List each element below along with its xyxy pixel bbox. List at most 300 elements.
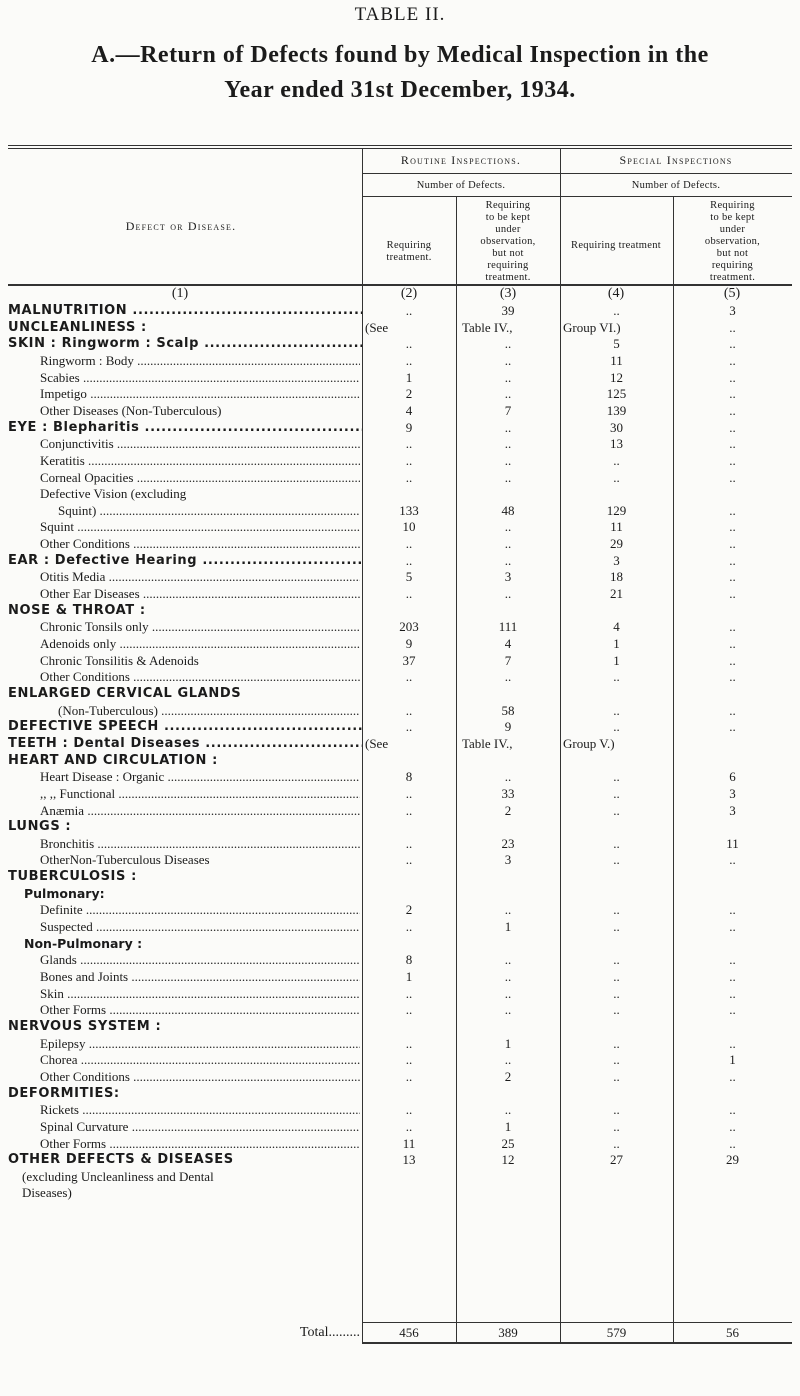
cell-c3: 33 — [501, 786, 515, 801]
cell-c5: .. — [729, 586, 736, 601]
row-label — [8, 753, 362, 768]
cell-c2: .. — [405, 1036, 413, 1051]
cell-c3: .. — [504, 586, 512, 601]
cell-c2: 4 — [405, 403, 413, 418]
cell-c4: .. — [613, 453, 620, 468]
cell-c5: .. — [729, 619, 736, 634]
cell-c2: .. — [405, 719, 413, 734]
row-label — [40, 470, 360, 486]
row-label-text: Other Conditions — [40, 1069, 130, 1084]
cell-c5: .. — [729, 1036, 736, 1051]
leader-dots — [158, 703, 360, 718]
cell-c2: .. — [405, 536, 413, 551]
row-label-text: Rickets — [40, 1102, 79, 1117]
cell-c4: 4 — [613, 619, 620, 634]
cell-c4: .. — [613, 470, 620, 485]
cell-c2: 1 — [405, 969, 413, 984]
row-label — [40, 919, 360, 935]
row-label — [40, 952, 360, 968]
row-label-text: Suspected — [40, 919, 93, 934]
cell-c5: .. — [729, 902, 736, 917]
cross-reference-see-table: Table IV., — [462, 320, 513, 335]
cell-c4: .. — [613, 769, 620, 784]
leader-dots — [127, 303, 362, 318]
row-label-text: Bones and Joints — [40, 969, 129, 984]
row-label-text: OTHER DEFECTS & DISEASES — [8, 1152, 234, 1167]
cell-c4: 11 — [610, 353, 623, 368]
leader-dots — [78, 1052, 360, 1067]
row-label-text: MALNUTRITION — [8, 303, 128, 318]
cell-c4: .. — [613, 303, 620, 318]
total-routine-observation: 389 — [498, 1325, 518, 1340]
row-label — [8, 553, 362, 568]
row-label-text: SKIN : Ringworm : Scalp — [8, 336, 199, 351]
leader-dots — [77, 952, 360, 967]
cell-c2: .. — [405, 453, 413, 468]
cell-c5: .. — [729, 1136, 736, 1151]
cell-c2: .. — [405, 786, 413, 801]
row-label — [40, 969, 360, 985]
cell-c4: .. — [613, 1002, 620, 1017]
cell-c3: .. — [504, 769, 512, 784]
cell-c5: 6 — [729, 769, 736, 784]
cell-c4: .. — [613, 986, 620, 1001]
cell-c4: 5 — [613, 336, 620, 351]
row-label — [58, 703, 360, 719]
cell-c5: 29 — [726, 1152, 739, 1167]
cell-c3: 7 — [504, 653, 512, 668]
cell-c4: 18 — [610, 569, 623, 584]
row-label — [40, 1136, 360, 1152]
row-label-text: Adenoids only — [40, 636, 117, 651]
row-label — [40, 1002, 360, 1018]
cell-c2: .. — [405, 1002, 413, 1017]
cell-c4: .. — [613, 969, 620, 984]
cell-c5: 1 — [729, 1052, 736, 1067]
table-heading-line-2: Year ended 31st December, 1934. — [224, 77, 576, 103]
row-label — [40, 353, 360, 369]
row-label-text: EAR : Defective Hearing — [8, 553, 198, 568]
cell-c5: .. — [729, 669, 736, 684]
cell-c2: .. — [405, 919, 413, 934]
cell-c3: 9 — [504, 719, 512, 734]
cell-c2: .. — [405, 986, 413, 1001]
cell-c4: .. — [613, 919, 620, 934]
row-label — [8, 736, 362, 751]
cell-c5: .. — [729, 952, 736, 967]
row-label-text: Spinal Curvature — [40, 1119, 129, 1134]
cell-c4: .. — [613, 1052, 620, 1067]
header-defect-or-disease: Defect or Disease. — [125, 219, 237, 233]
cell-c3: .. — [504, 336, 512, 351]
cell-c2: 1 — [405, 370, 413, 385]
row-label — [40, 769, 360, 785]
row-label-text: UNCLEANLINESS : — [8, 320, 147, 335]
leader-dots — [130, 536, 360, 551]
row-label — [8, 819, 362, 834]
cell-c2: .. — [405, 353, 413, 368]
row-label-text: ,, ,, Functional — [40, 786, 116, 801]
table-top-rule-double — [8, 148, 792, 149]
cell-c5: .. — [729, 336, 736, 351]
row-label — [40, 902, 360, 918]
leader-dots — [115, 786, 360, 801]
cell-c4: .. — [613, 1036, 620, 1051]
leader-dots — [85, 453, 360, 468]
leader-dots — [139, 420, 362, 435]
row-label — [8, 719, 362, 734]
row-label-text: TUBERCULOSIS : — [8, 869, 137, 884]
cell-c3: .. — [504, 519, 512, 534]
cell-c5: .. — [729, 969, 736, 984]
cell-c2: 203 — [399, 619, 419, 634]
leader-dots — [87, 386, 360, 401]
leader-dots — [134, 353, 360, 368]
cell-c5: .. — [729, 1002, 736, 1017]
cell-c4: 139 — [606, 403, 627, 418]
leader-dots — [200, 736, 362, 751]
leader-dots — [80, 370, 360, 385]
row-label-text: OtherNon-Tuberculous Diseases — [40, 852, 210, 867]
row-label — [40, 519, 360, 535]
leader-dots — [130, 669, 360, 684]
cell-c4: 13 — [610, 436, 623, 451]
group-header-rule — [362, 173, 792, 174]
row-label — [40, 986, 360, 1002]
cell-c5: .. — [729, 1069, 736, 1084]
cell-c4: .. — [613, 1119, 620, 1134]
row-label — [8, 686, 362, 701]
column-number-2: (2) — [400, 286, 418, 301]
cell-c5: .. — [729, 719, 736, 734]
cell-c5: 3 — [729, 786, 736, 801]
row-label — [40, 1036, 360, 1052]
cell-c3: .. — [504, 1052, 512, 1067]
row-label — [40, 786, 360, 802]
cell-c2: 13 — [402, 1152, 416, 1167]
row-label-text: NOSE & THROAT : — [8, 603, 146, 618]
cell-c4: .. — [613, 669, 620, 684]
cell-c2: .. — [405, 1119, 413, 1134]
cell-c2: .. — [405, 336, 413, 351]
row-label-text: Non-Pulmonary : — [24, 936, 143, 951]
row-label-text: Glands — [40, 952, 77, 967]
total-label: Total......... — [299, 1325, 360, 1340]
row-label-text: Diseases) — [22, 1185, 72, 1200]
cell-c5: 3 — [729, 303, 736, 318]
row-label-text: Impetigo — [40, 386, 87, 401]
leader-dots — [159, 719, 362, 734]
cell-c5: .. — [729, 919, 736, 934]
row-label-text: Squint — [40, 519, 74, 534]
total-routine-treatment: 456 — [399, 1325, 419, 1340]
subgroup-header-rule — [362, 196, 792, 197]
cell-c4: .. — [613, 803, 620, 818]
cell-c5: .. — [729, 636, 736, 651]
cell-c4: 129 — [606, 503, 627, 518]
leader-dots — [79, 1102, 360, 1117]
cell-c3: 23 — [501, 836, 515, 851]
leader-dots — [140, 586, 360, 601]
row-label — [58, 503, 360, 519]
total-special-treatment: 579 — [606, 1325, 627, 1340]
table-heading-line-1: A.—Return of Defects found by Medical Inspection in the — [91, 42, 709, 68]
leader-dots — [134, 470, 361, 485]
cell-c5: .. — [729, 703, 736, 718]
cell-c3: 1 — [504, 1036, 512, 1051]
cell-c4: 30 — [610, 420, 623, 435]
cell-c3: 1 — [504, 919, 512, 934]
cell-c3: .. — [504, 969, 512, 984]
page-title: TABLE II. — [354, 4, 446, 25]
cell-c4: .. — [613, 719, 620, 734]
row-label — [40, 536, 360, 552]
cell-c3: .. — [504, 669, 512, 684]
cell-c3: .. — [504, 902, 512, 917]
cell-c3: .. — [504, 986, 512, 1001]
cell-c4: .. — [613, 1136, 620, 1151]
cell-c4: 1 — [613, 653, 620, 668]
cell-c3: .. — [504, 553, 512, 568]
total-special-observation: 56 — [726, 1325, 739, 1340]
cell-c4: .. — [613, 952, 620, 967]
row-label-text: Other Forms — [40, 1136, 107, 1151]
leader-dots — [105, 569, 360, 584]
cross-reference-see-table: Table IV., — [462, 736, 513, 751]
row-label-text: Keratitis — [40, 453, 85, 468]
row-label — [40, 403, 360, 419]
cell-c2: 5 — [405, 569, 413, 584]
header-special-inspections: Special Inspections — [619, 153, 733, 167]
cell-c3: .. — [504, 1102, 512, 1117]
cell-c4: 1 — [613, 636, 620, 651]
row-label — [40, 486, 360, 502]
leader-dots — [93, 919, 360, 934]
leader-dots — [199, 336, 362, 351]
cell-c2: .. — [405, 803, 413, 818]
cell-c5: .. — [729, 536, 736, 551]
cell-c3: 39 — [501, 303, 515, 318]
cell-c5: .. — [729, 370, 736, 385]
row-label — [22, 1185, 360, 1201]
cell-c4: .. — [613, 836, 620, 851]
cell-c2: 9 — [405, 420, 413, 435]
row-label — [40, 436, 360, 452]
row-label — [40, 1052, 360, 1068]
cell-c2: 8 — [405, 769, 413, 784]
row-label — [40, 669, 360, 685]
cell-c2: 2 — [405, 902, 413, 917]
cell-c4: .. — [613, 786, 620, 801]
cell-c3: .. — [504, 386, 512, 401]
row-label-text: EYE : Blepharitis — [8, 420, 140, 435]
row-label-text: Otitis Media — [40, 569, 106, 584]
cell-c4: .. — [613, 852, 620, 867]
cross-reference-see-group: Group VI.) — [563, 320, 621, 335]
row-label — [40, 619, 360, 635]
cell-c2: 10 — [402, 519, 416, 534]
row-label — [24, 886, 362, 901]
leader-dots — [94, 836, 360, 851]
header-routine-requiring-observation: Requiring to be kept under observation, but not requiring treatment. — [480, 200, 536, 283]
leader-dots — [130, 1069, 360, 1084]
row-label-text: Skin — [40, 986, 64, 1001]
cell-c2: .. — [405, 553, 413, 568]
leader-dots — [74, 519, 360, 534]
header-routine-number-of-defects: Number of Defects. — [416, 180, 506, 191]
cell-c3: .. — [504, 370, 512, 385]
cell-c4: 11 — [610, 519, 623, 534]
cell-c2: 2 — [405, 386, 413, 401]
row-label — [8, 303, 362, 318]
leader-dots — [106, 1002, 360, 1017]
cell-c3: 48 — [501, 503, 515, 518]
row-label-text: Chronic Tonsilitis & Adenoids — [40, 653, 199, 668]
cell-c5: .. — [729, 553, 736, 568]
column-number-4: (4) — [607, 286, 625, 301]
header-routine-requiring-treatment: Requiring treatment. — [386, 240, 432, 263]
cell-c2: .. — [405, 470, 413, 485]
cell-c5: .. — [729, 436, 736, 451]
row-label-text: Chorea — [40, 1052, 78, 1067]
leader-dots — [86, 1036, 361, 1051]
row-label — [8, 603, 362, 618]
cell-c4: 21 — [610, 586, 623, 601]
cell-c3: 25 — [501, 1136, 515, 1151]
cross-reference-see-open: (See — [365, 736, 389, 751]
cell-c3: .. — [504, 952, 512, 967]
row-label — [40, 636, 360, 652]
leader-dots — [197, 553, 362, 568]
row-label-text: Definite — [40, 902, 83, 917]
cell-c4: .. — [613, 703, 620, 718]
cell-c5: .. — [729, 403, 736, 418]
row-label-text: TEETH : Dental Diseases — [8, 736, 201, 751]
cross-reference-see-group: Group V.) — [563, 736, 615, 751]
cell-c5: .. — [729, 1119, 736, 1134]
total-top-rule — [362, 1322, 792, 1323]
row-label — [40, 653, 360, 669]
row-label-text: DEFECTIVE SPEECH — [8, 719, 159, 734]
cell-c3: 12 — [501, 1152, 515, 1167]
row-label-text: Other Ear Diseases — [40, 586, 140, 601]
cell-c3: 2 — [504, 803, 512, 818]
cell-c4: 125 — [606, 386, 627, 401]
header-special-requiring-treatment: Requiring treatment — [571, 240, 661, 251]
cell-c3: 7 — [504, 403, 512, 418]
row-label-text: Chronic Tonsils only — [40, 619, 149, 634]
row-label — [8, 1152, 362, 1167]
total-bottom-rule — [362, 1342, 792, 1344]
row-label-text: Squint) — [58, 503, 97, 518]
cell-c4: .. — [613, 1102, 620, 1117]
leader-dots — [96, 503, 360, 518]
cell-c2: 9 — [405, 636, 413, 651]
row-label-text: HEART AND CIRCULATION : — [8, 753, 218, 768]
row-label-text: LUNGS : — [8, 819, 72, 834]
cell-c5: .. — [729, 653, 736, 668]
cell-c5: .. — [729, 320, 736, 335]
cell-c2: .. — [405, 586, 413, 601]
row-label-text: Other Conditions — [40, 536, 130, 551]
cell-c4: 27 — [610, 1152, 623, 1167]
row-label — [40, 1069, 360, 1085]
leader-dots — [128, 969, 360, 984]
cell-c3: .. — [504, 1002, 512, 1017]
row-label — [8, 869, 362, 884]
row-label-text: Heart Disease : Organic — [40, 769, 165, 784]
cell-c3: 4 — [504, 636, 512, 651]
row-label — [40, 386, 360, 402]
cross-reference-see-open: (See — [365, 320, 389, 335]
leader-dots — [164, 769, 360, 784]
cell-c2: .. — [405, 852, 413, 867]
cell-c2: .. — [405, 703, 413, 718]
cell-c2: 11 — [402, 1136, 416, 1151]
cell-c3: 1 — [504, 1119, 512, 1134]
row-label-text: Epilepsy — [40, 1036, 86, 1051]
table-top-rule — [8, 145, 792, 146]
cell-c3: .. — [504, 453, 512, 468]
leader-dots — [116, 636, 360, 651]
cell-c2: 133 — [399, 503, 419, 518]
row-label-text: Anæmia — [40, 803, 85, 818]
cell-c4: 29 — [610, 536, 623, 551]
header-special-number-of-defects: Number of Defects. — [631, 180, 721, 191]
leader-dots — [149, 619, 360, 634]
cell-c5: 11 — [726, 836, 739, 851]
row-label — [40, 1102, 360, 1118]
row-label-text: Defective Vision (excluding — [40, 486, 187, 501]
cell-c2: .. — [405, 436, 413, 451]
cell-c3: 3 — [504, 569, 512, 584]
cell-c2: .. — [405, 836, 413, 851]
cell-c5: .. — [729, 386, 736, 401]
row-label-text: ENLARGED CERVICAL GLANDS — [8, 686, 242, 701]
row-label — [40, 1119, 360, 1135]
row-label — [40, 803, 360, 819]
cell-c5: .. — [729, 1102, 736, 1117]
cell-c5: .. — [729, 353, 736, 368]
row-label-text: Ringworm : Body — [40, 353, 134, 368]
row-label-text: Scabies — [40, 370, 80, 385]
cell-c5: .. — [729, 453, 736, 468]
row-label — [8, 336, 362, 351]
cell-c5: .. — [729, 986, 736, 1001]
row-label — [40, 370, 360, 386]
cell-c2: .. — [405, 669, 413, 684]
row-label — [8, 1086, 362, 1101]
row-label-text: Pulmonary: — [24, 886, 105, 901]
row-label — [40, 453, 360, 469]
cell-c5: .. — [729, 420, 736, 435]
column-number-1: (1) — [171, 286, 189, 301]
cell-c5: .. — [729, 503, 736, 518]
leader-dots — [128, 1119, 360, 1134]
row-label-text: Other Conditions — [40, 669, 130, 684]
cell-c4: .. — [613, 902, 620, 917]
cell-c2: .. — [405, 1052, 413, 1067]
row-label — [8, 320, 362, 335]
cell-c2: 37 — [402, 653, 416, 668]
cell-c5: .. — [729, 569, 736, 584]
leader-dots — [106, 1136, 360, 1151]
cell-c5: .. — [729, 519, 736, 534]
cell-c5: .. — [729, 470, 736, 485]
row-label-text: Other Diseases (Non-Tuberculous) — [40, 403, 222, 418]
leader-dots — [84, 803, 360, 818]
row-label-text: Corneal Opacities — [40, 470, 134, 485]
